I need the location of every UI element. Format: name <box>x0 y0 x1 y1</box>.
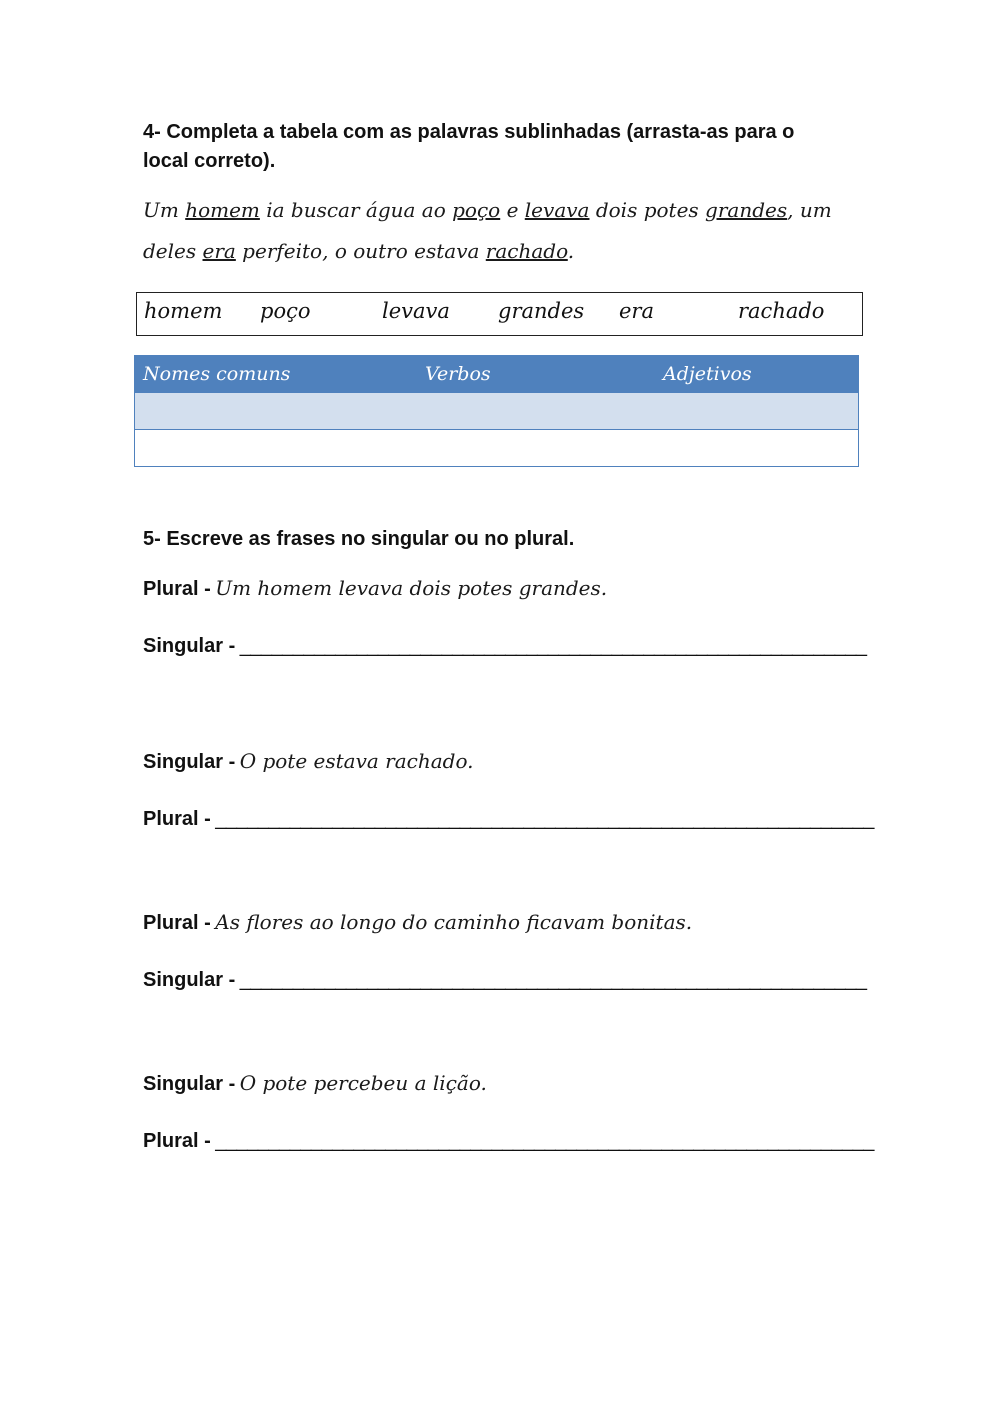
text-fragment: , um <box>787 198 832 222</box>
drop-zone-nomes-comuns-1[interactable] <box>135 393 417 429</box>
sentence-text: O pote percebeu a lição. <box>239 1071 487 1095</box>
answer-label: Plural - <box>143 808 211 830</box>
drop-zone-adjetivos-1[interactable] <box>655 393 858 429</box>
answer-row-3 <box>143 969 866 992</box>
draggable-word-grandes[interactable]: grandes <box>498 299 585 323</box>
underlined-word-poco: poço <box>452 198 501 222</box>
sentence-label: Plural - <box>143 912 211 934</box>
draggable-word-homem[interactable]: homem <box>144 299 223 323</box>
classification-table <box>134 355 859 467</box>
draggable-word-rachado[interactable]: rachado <box>738 299 825 323</box>
sentence-text: As flores ao longo do caminho ficavam bonitas. <box>215 910 693 934</box>
exercise-5-title: 5- Escreve as frases no singular ou no plural. <box>143 528 575 550</box>
header-verbos: Verbos <box>425 363 491 385</box>
answer-blank-3[interactable]: ___________________________________________________________ <box>239 969 867 991</box>
draggable-word-era[interactable]: era <box>619 299 654 323</box>
answer-row-4 <box>143 1130 874 1153</box>
answer-blank-2[interactable]: ______________________________________________________________ <box>215 808 874 830</box>
text-fragment: perfeito, o outro estava <box>235 239 486 263</box>
sentence-text: Um homem levava dois potes grandes. <box>215 576 608 600</box>
word-bank <box>136 292 863 336</box>
answer-row-1 <box>143 635 866 658</box>
sentence-label: Singular - <box>143 1073 236 1095</box>
sentence-label: Plural - <box>143 578 211 600</box>
underlined-word-homem: homem <box>185 198 260 222</box>
story-line-1 <box>143 198 832 222</box>
header-nomes-comuns: Nomes comuns <box>143 363 291 385</box>
text-fragment: . <box>567 239 575 263</box>
underlined-word-era: era <box>202 239 236 263</box>
answer-label: Plural - <box>143 1130 211 1152</box>
header-adjetivos: Adjetivos <box>663 363 752 385</box>
sentence-row-2 <box>143 749 474 774</box>
exercise-4-title-line2: local correto). <box>143 150 276 172</box>
underlined-word-levava: levava <box>524 198 590 222</box>
underlined-word-rachado: rachado <box>485 239 568 263</box>
sentence-row-4 <box>143 1071 487 1096</box>
drop-zone-adjetivos-2[interactable] <box>655 430 858 466</box>
answer-blank-1[interactable]: ___________________________________________________________ <box>239 635 867 657</box>
sentence-row-3 <box>143 910 692 935</box>
underlined-word-grandes: grandes <box>705 198 788 222</box>
answer-label: Singular - <box>143 969 236 991</box>
draggable-word-levava[interactable]: levava <box>382 299 450 323</box>
table-row <box>135 393 858 430</box>
drop-zone-nomes-comuns-2[interactable] <box>135 430 417 466</box>
answer-blank-4[interactable]: ______________________________________________________________ <box>215 1130 874 1152</box>
text-fragment: Um <box>143 198 186 222</box>
drop-zone-verbos-1[interactable] <box>417 393 655 429</box>
story-line-2 <box>143 239 574 263</box>
table-row <box>135 430 858 466</box>
sentence-label: Singular - <box>143 751 236 773</box>
draggable-word-poco[interactable]: poço <box>260 299 311 323</box>
drop-zone-verbos-2[interactable] <box>417 430 655 466</box>
text-fragment: dois potes <box>589 198 706 222</box>
answer-label: Singular - <box>143 635 236 657</box>
answer-row-2 <box>143 808 874 831</box>
text-fragment: ia buscar água ao <box>259 198 453 222</box>
sentence-text: O pote estava rachado. <box>239 749 474 773</box>
table-header <box>135 356 858 393</box>
text-fragment: deles <box>143 239 203 263</box>
sentence-row-1 <box>143 576 607 601</box>
exercise-4-title-line1: 4- Completa a tabela com as palavras sublinhadas (arrasta-as para o <box>143 121 795 143</box>
text-fragment: e <box>500 198 525 222</box>
